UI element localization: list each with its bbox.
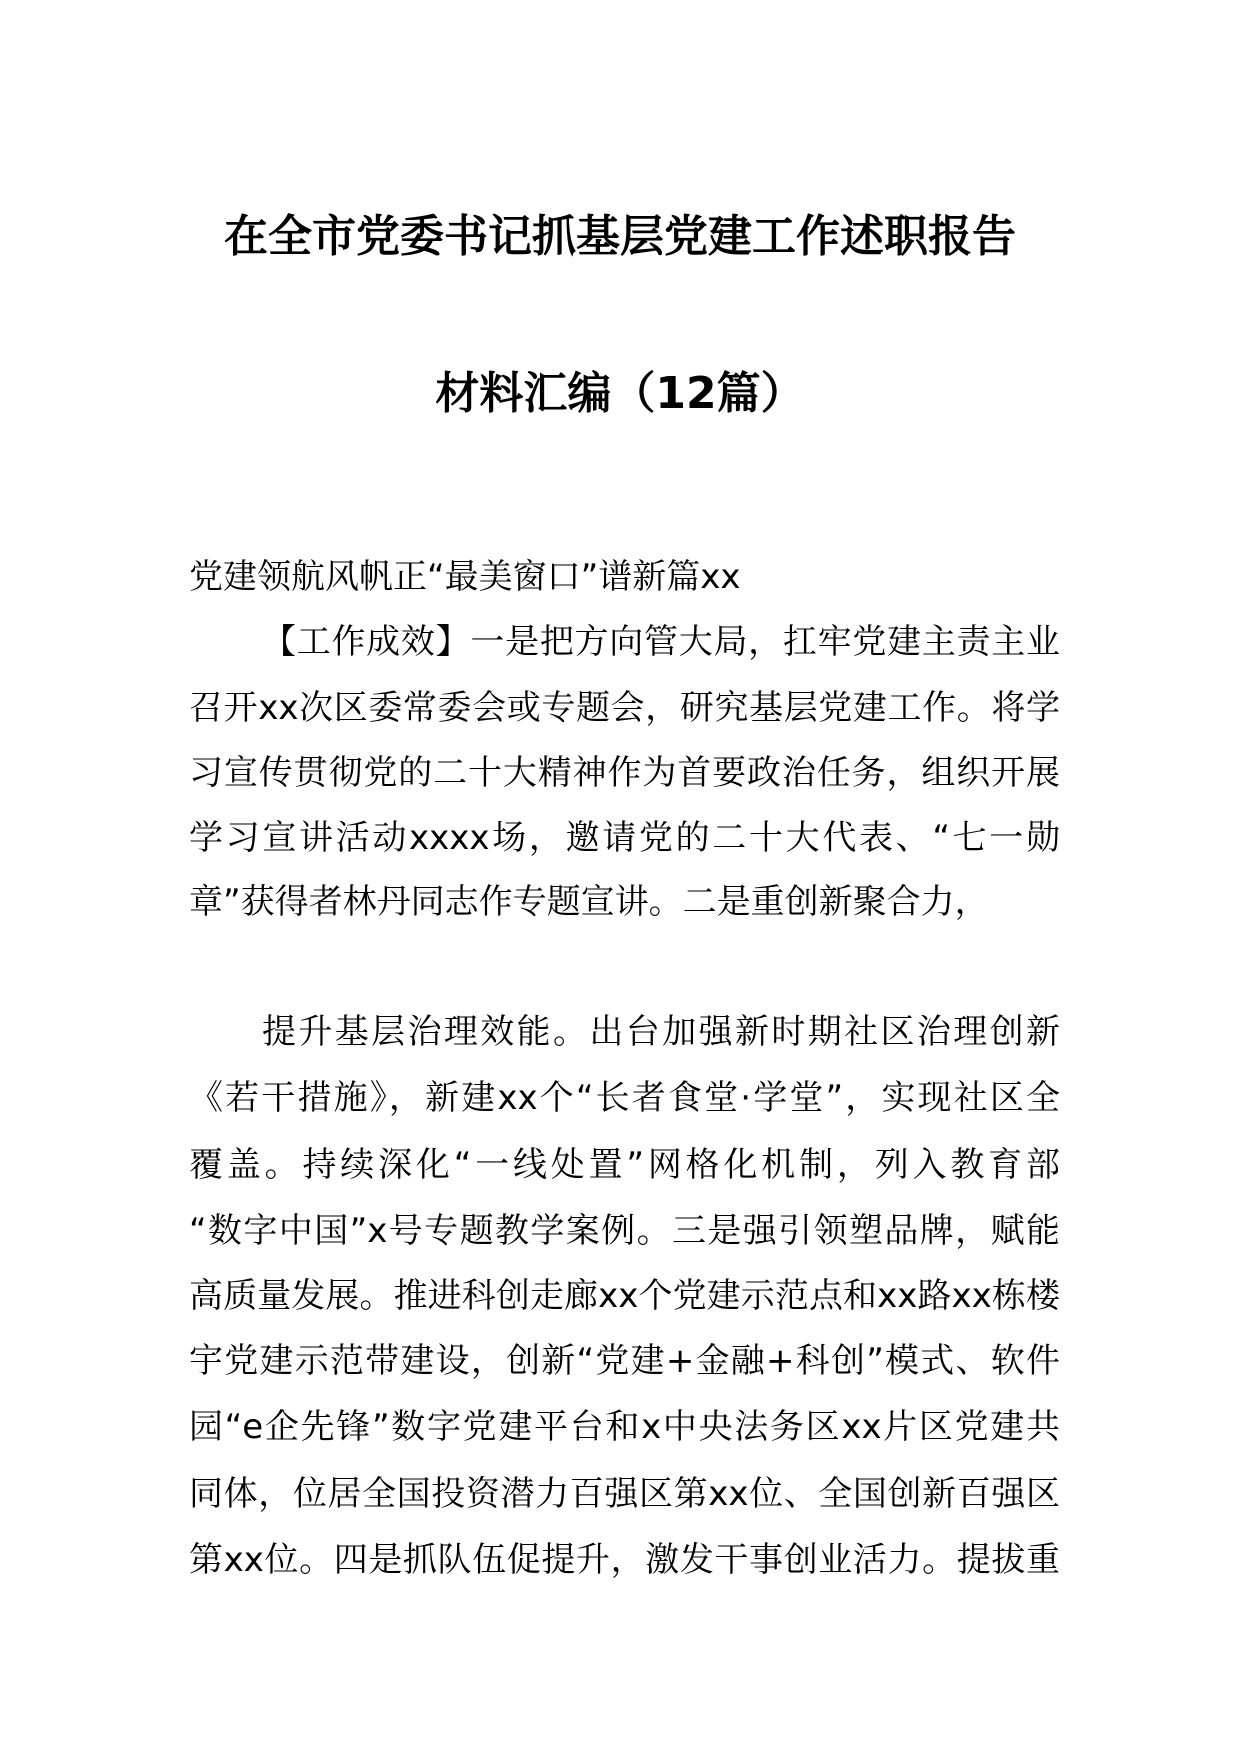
paragraph-line: 第xx位。四是抓队伍促提升，激发干事创业活力。提拔重 (189, 1540, 1060, 1580)
document-title-line-2: 材料汇编（12篇） (435, 368, 805, 419)
section-subtitle: 党建领航风帆正“最美窗口”谱新篇xx (189, 557, 741, 597)
paragraph-line: 高质量发展。推进科创走廊xx个党建示范点和xx路xx栋楼 (189, 1276, 1060, 1316)
paragraph-line: 【工作成效】一是把方向管大局，扛牢党建主责主业 (262, 622, 1060, 662)
paragraph-line: 覆盖。持续深化“一线处置”网格化机制，列入教育部 (189, 1145, 1060, 1185)
paragraph-line: 习宣传贯彻党的二十大精神作为首要政治任务，组织开展 (189, 753, 1060, 793)
document-title-line-1: 在全市党委书记抓基层党建工作述职报告 (224, 211, 1016, 262)
paragraph-line: 《若干措施》，新建xx个“长者食堂·学堂”，实现社区全 (189, 1078, 1060, 1118)
paragraph-line: 宇党建示范带建设，创新“党建+金融+科创”模式、软件 (189, 1341, 1060, 1381)
paragraph-line: 章”获得者林丹同志作专题宣讲。二是重创新聚合力， (189, 882, 989, 922)
paragraph-line: 学习宣讲活动xxxx场，邀请党的二十大代表、“七一勋 (189, 818, 1060, 858)
paragraph-line: 召开xx次区委常委会或专题会，研究基层党建工作。将学 (189, 688, 1060, 728)
paragraph-line: 园“e企先锋”数字党建平台和x中央法务区xx片区党建共 (189, 1407, 1060, 1447)
paragraph-line: 提升基层治理效能。出台加强新时期社区治理创新 (262, 1012, 1060, 1052)
paragraph-line: 同体，位居全国投资潜力百强区第xx位、全国创新百强区 (189, 1474, 1060, 1514)
paragraph-line: “数字中国”x号专题教学案例。三是强引领塑品牌，赋能 (189, 1211, 1060, 1251)
